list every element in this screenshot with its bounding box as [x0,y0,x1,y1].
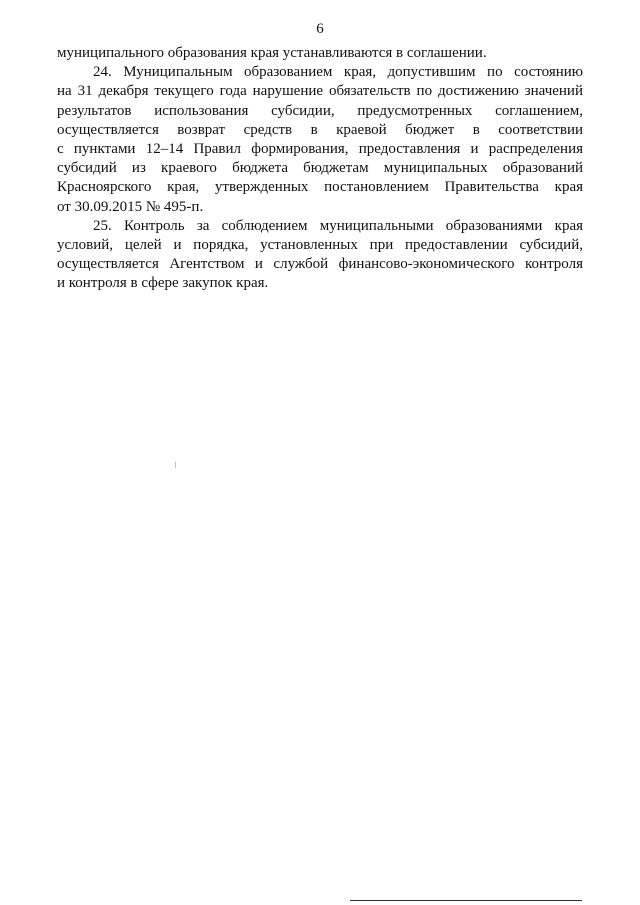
paragraph-24-line-7: Красноярского края, утвержденных постановлением Правительства края [57,179,583,196]
page-number: 6 [316,21,324,37]
paragraph-25-line-2: условий, целей и порядка, установленных при предоставлении субсидий, [57,236,583,253]
paragraph-25-line-1: 25. Контроль за соблюдением муниципальными образованиями края [93,217,583,234]
paragraph-24-line-3: результатов использования субсидии, предусмотренных соглашением, [57,102,583,119]
paragraph-25-line-4: и контроля в сфере закупок края. [57,275,269,292]
paragraph-24-line-6: субсидий из краевого бюджета бюджетам муниципальных образований [57,160,583,177]
paragraph-24-line-1: 24. Муниципальным образованием края, допустившим по состоянию [93,64,583,81]
paragraph-24-line-4: осуществляется возврат средств в краевой бюджет в соответствии [57,121,583,138]
footer-rule [350,900,582,901]
paragraph-25-line-3: осуществляется Агентством и службой финансово-экономического контроля [57,256,583,273]
text-line-1: муниципального образования края устанавливаются в соглашении. [57,45,487,61]
paragraph-24-line-5: с пунктами 12–14 Правил формирования, предоставления и распределения [57,140,583,157]
scan-speck [175,462,176,468]
document-body [57,44,583,293]
paragraph-24-line-2: на 31 декабря текущего года нарушение обязательств по достижению значений [57,83,583,100]
paragraph-24-line-8: от 30.09.2015 № 495-п. [57,198,204,215]
